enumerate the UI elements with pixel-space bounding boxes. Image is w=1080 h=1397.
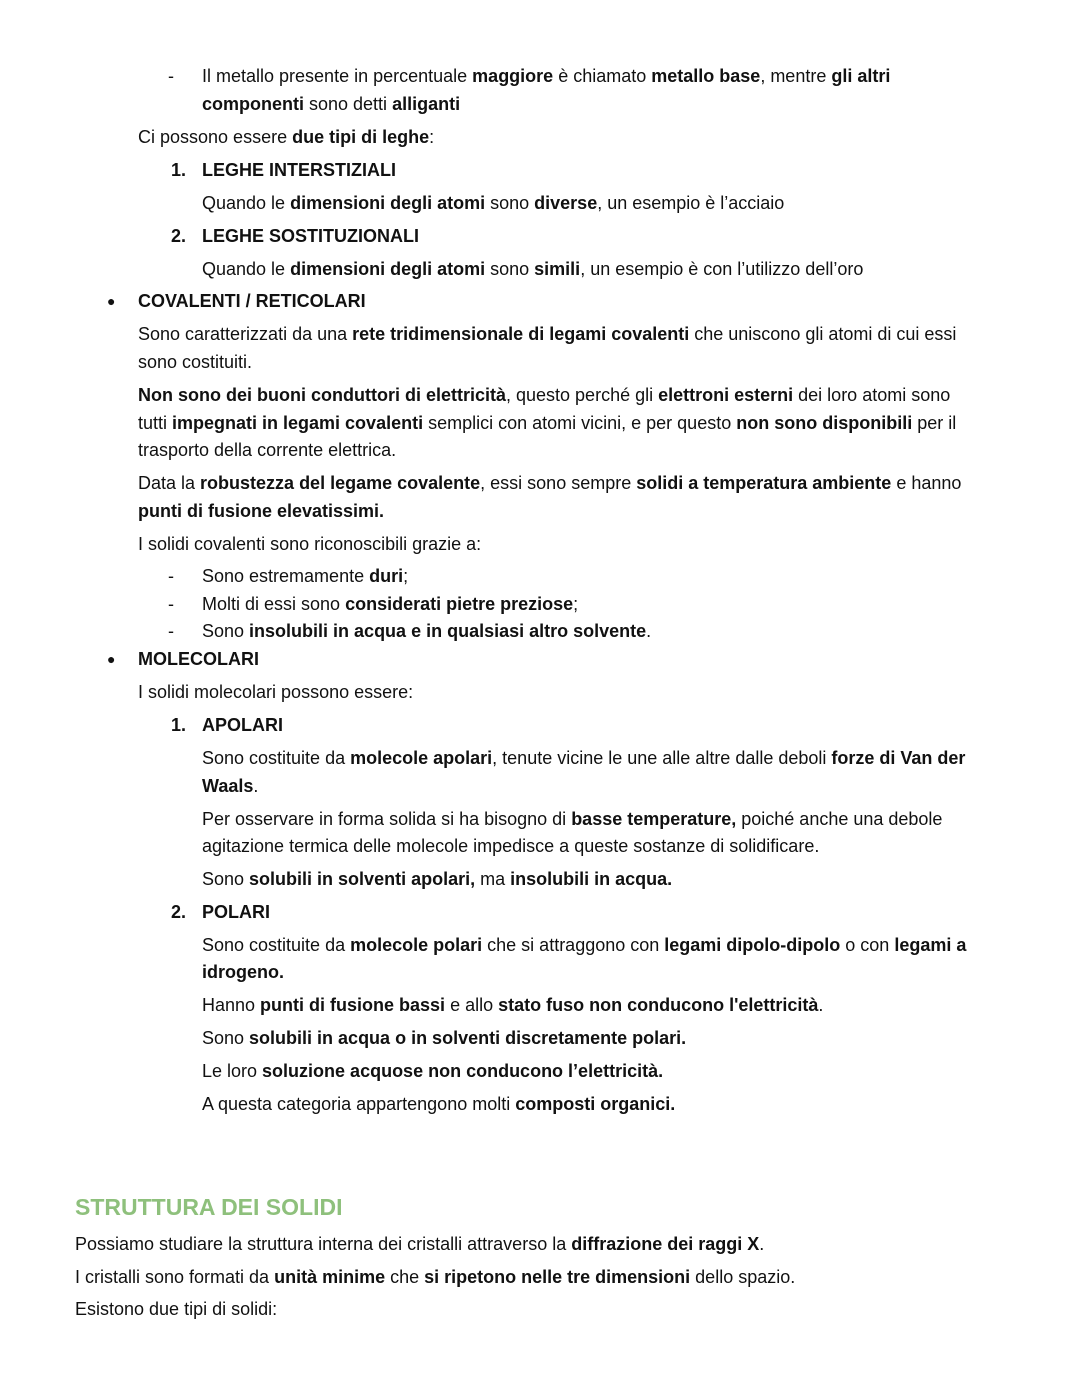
bold-text: COVALENTI / RETICOLARI	[138, 291, 366, 311]
text: poiché anche una debole	[736, 809, 943, 829]
bold-text: considerati pietre preziose	[345, 594, 574, 614]
text: e allo	[445, 995, 499, 1015]
bold-text: simili	[534, 259, 581, 279]
bold-text: solubili in acqua o in solventi discretamente polari.	[249, 1028, 687, 1048]
bold-text: duri	[369, 566, 404, 586]
bold-text: Non sono dei buoni conduttori di elettricità	[138, 385, 506, 405]
bold-text: molecole polari	[350, 935, 483, 955]
text: Esistono due tipi di solidi:	[75, 1299, 278, 1319]
list-dash: -	[168, 66, 174, 86]
text: Sono estremamente	[202, 566, 370, 586]
text-line	[138, 350, 252, 374]
list-heading	[138, 647, 259, 671]
bold-text: due tipi di leghe	[292, 127, 430, 147]
list-dash: -	[168, 566, 174, 586]
text-line	[202, 807, 942, 831]
bold-text: alliganti	[392, 94, 461, 114]
text: per il	[912, 413, 957, 433]
text: Quando le	[202, 259, 291, 279]
text-line	[138, 532, 481, 556]
text-line	[202, 834, 819, 858]
text: Il metallo presente in percentuale	[202, 66, 473, 86]
text: Sono costituite da	[202, 935, 351, 955]
text: Per osservare in forma solida si ha bisogno di	[202, 809, 572, 829]
text: Sono	[202, 621, 250, 641]
text: .	[818, 995, 824, 1015]
bold-text: basse temperature,	[571, 809, 737, 829]
list-number-2: 2.	[171, 902, 187, 922]
bold-text: solubili in solventi apolari,	[249, 869, 476, 889]
bold-text: stato fuso non conducono l'elettricità	[498, 995, 819, 1015]
text-line	[202, 867, 672, 891]
text: è chiamato	[553, 66, 652, 86]
text-line	[202, 960, 284, 984]
bold-text: impegnati in legami covalenti	[172, 413, 424, 433]
list-bullet: ●	[107, 651, 116, 667]
bold-text: diffrazione dei raggi X	[571, 1234, 760, 1254]
bold-text: unità minime	[274, 1267, 386, 1287]
text: tutti	[138, 413, 173, 433]
text-line	[75, 1232, 764, 1256]
bold-text: insolubili in acqua.	[510, 869, 673, 889]
text: Sono costituite da	[202, 748, 351, 768]
list-number-2: 2.	[171, 226, 187, 246]
text: Molti di essi sono	[202, 594, 346, 614]
text-line	[138, 471, 961, 495]
text: I solidi molecolari possono essere:	[138, 682, 414, 702]
text: :	[429, 127, 435, 147]
text-line	[138, 411, 956, 435]
list-heading	[202, 900, 270, 924]
text: , un esempio è con l’utilizzo dell’oro	[580, 259, 864, 279]
text: sono detti	[304, 94, 393, 114]
bold-text: composti organici.	[515, 1094, 676, 1114]
text: trasporto della corrente elettrica.	[138, 440, 397, 460]
text-line	[202, 1092, 675, 1116]
bold-text: dimensioni degli atomi	[290, 259, 486, 279]
text: Sono caratterizzati da una	[138, 324, 353, 344]
list-heading	[138, 289, 366, 313]
bold-text: non sono disponibili	[736, 413, 913, 433]
text-line	[138, 499, 384, 523]
text: che si attraggono con	[482, 935, 665, 955]
bold-text: Waals	[202, 776, 254, 796]
text-line	[202, 993, 823, 1017]
bold-text: diverse	[534, 193, 598, 213]
bold-text: LEGHE INTERSTIZIALI	[202, 160, 397, 180]
text: Data la	[138, 473, 201, 493]
text-line	[75, 1297, 277, 1321]
text: o con	[840, 935, 895, 955]
list-heading	[202, 713, 283, 737]
text: che uniscono gli atomi di cui essi	[689, 324, 957, 344]
text-line	[202, 592, 578, 616]
bold-text: punti di fusione bassi	[260, 995, 446, 1015]
bold-text: molecole apolari	[350, 748, 493, 768]
text-line	[202, 564, 408, 588]
text: ;	[573, 594, 579, 614]
text: che	[385, 1267, 425, 1287]
text: Ci possono essere	[138, 127, 293, 147]
text: ma	[475, 869, 511, 889]
text: I cristalli sono formati da	[75, 1267, 275, 1287]
text: Sono	[202, 1028, 250, 1048]
text-line	[202, 191, 784, 215]
text: Quando le	[202, 193, 291, 213]
bold-text: rete tridimensionale di legami covalenti	[352, 324, 690, 344]
text: Le loro	[202, 1061, 263, 1081]
list-number-1: 1.	[171, 160, 187, 180]
text: , tenute vicine le une alle altre dalle deboli	[492, 748, 832, 768]
text: , essi sono sempre	[480, 473, 637, 493]
text-line	[202, 1059, 663, 1083]
text: .	[759, 1234, 765, 1254]
text-line	[202, 619, 651, 643]
bold-text: forze di Van der	[831, 748, 966, 768]
bold-text: componenti	[202, 94, 304, 114]
text: Hanno	[202, 995, 261, 1015]
text-line	[202, 1026, 686, 1050]
text-line	[202, 774, 258, 798]
bold-text: maggiore	[472, 66, 554, 86]
text-line	[202, 746, 965, 770]
text: sono	[485, 193, 535, 213]
text: sono	[485, 259, 535, 279]
text: .	[646, 621, 652, 641]
list-dash: -	[168, 621, 174, 641]
text: Sono	[202, 869, 250, 889]
bold-text: LEGHE SOSTITUZIONALI	[202, 226, 420, 246]
bold-text: legami dipolo-dipolo	[664, 935, 841, 955]
list-dash: -	[168, 594, 174, 614]
list-heading	[202, 224, 419, 248]
text: semplici con atomi vicini, e per questo	[423, 413, 737, 433]
text: I solidi covalenti sono riconoscibili grazie a:	[138, 534, 482, 554]
text-line	[202, 933, 966, 957]
list-number-1: 1.	[171, 715, 187, 735]
bold-text: idrogeno.	[202, 962, 284, 982]
text: , un esempio è l’acciaio	[597, 193, 785, 213]
bold-text: elettroni esterni	[658, 385, 794, 405]
list-heading	[202, 158, 396, 182]
list-bullet: ●	[107, 293, 116, 309]
bold-text: MOLECOLARI	[138, 649, 259, 669]
text: , questo perché gli	[506, 385, 659, 405]
bold-text: robustezza del legame covalente	[200, 473, 481, 493]
text: sono costituiti.	[138, 352, 253, 372]
text-line	[138, 680, 413, 704]
text-line	[138, 383, 950, 407]
text-line	[75, 1265, 795, 1289]
text: agitazione termica delle molecole impedisce a queste sostanze di solidificare.	[202, 836, 820, 856]
bold-text: dimensioni degli atomi	[290, 193, 486, 213]
text: Possiamo studiare la struttura interna dei cristalli attraverso la	[75, 1234, 572, 1254]
bold-text: soluzione acquose non conducono l’elettricità.	[262, 1061, 664, 1081]
bold-text: APOLARI	[202, 715, 283, 735]
text-line	[202, 64, 890, 88]
text: A questa categoria appartengono molti	[202, 1094, 516, 1114]
text-line	[138, 322, 956, 346]
bold-text: solidi a temperatura ambiente	[636, 473, 892, 493]
bold-text: punti di fusione elevatissimi.	[138, 501, 385, 521]
bold-text: gli altri	[831, 66, 891, 86]
bold-text: metallo base	[651, 66, 761, 86]
text: ;	[403, 566, 409, 586]
text: , mentre	[760, 66, 832, 86]
text: dello spazio.	[690, 1267, 796, 1287]
text: .	[253, 776, 259, 796]
text-line	[202, 257, 863, 281]
bold-text: legami a	[894, 935, 967, 955]
text-line	[202, 92, 460, 116]
bold-text: POLARI	[202, 902, 271, 922]
text-line	[138, 438, 396, 462]
bold-text: insolubili in acqua e in qualsiasi altro solvente	[249, 621, 647, 641]
section-heading: STRUTTURA DEI SOLIDI	[75, 1194, 343, 1220]
text: dei loro atomi sono	[793, 385, 951, 405]
text-line	[138, 125, 434, 149]
text: e hanno	[891, 473, 962, 493]
bold-text: si ripetono nelle tre dimensioni	[424, 1267, 691, 1287]
